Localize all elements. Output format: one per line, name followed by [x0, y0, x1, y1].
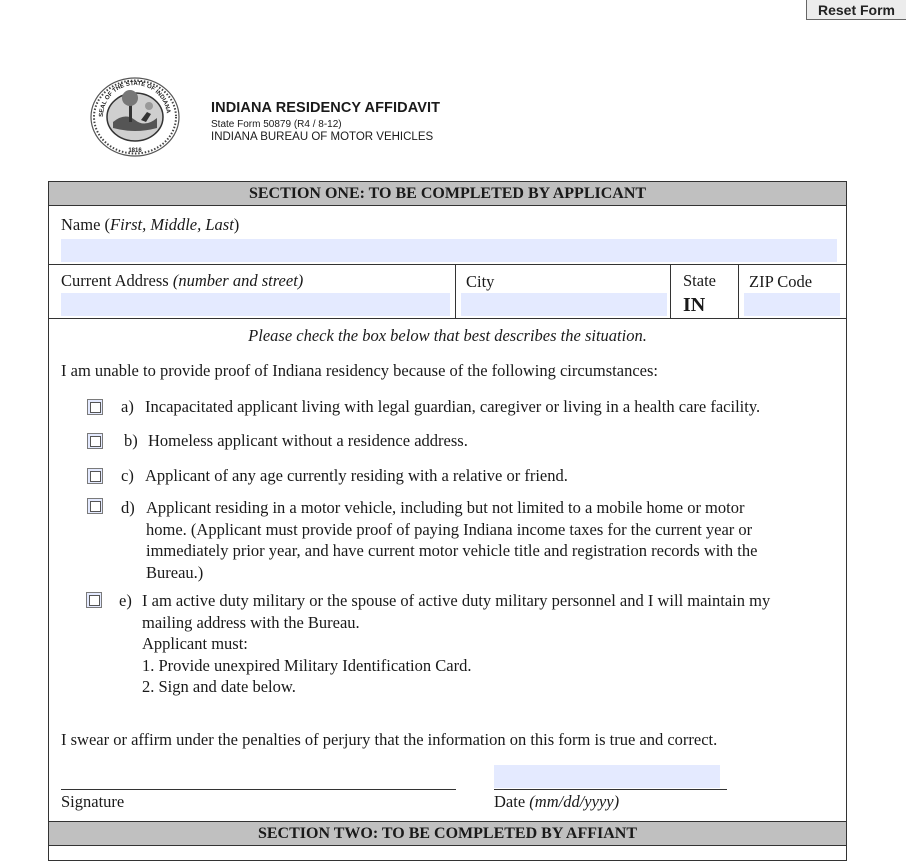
zip-field[interactable] — [744, 293, 840, 316]
date-field[interactable] — [494, 765, 720, 788]
seal-year: 1816 — [128, 148, 142, 154]
state-label: State — [683, 271, 716, 290]
option-b-checkbox[interactable] — [87, 433, 103, 449]
swear-statement: I swear or affirm under the penalties of perjury that the information on this form is true and correct. — [61, 730, 718, 749]
form-title: INDIANA RESIDENCY AFFIDAVIT — [211, 100, 441, 116]
option-e-checkbox[interactable] — [86, 592, 102, 608]
section-one-header: SECTION ONE: TO BE COMPLETED BY APPLICANT — [48, 181, 847, 206]
city-field[interactable] — [461, 293, 667, 316]
name-field[interactable] — [61, 239, 837, 262]
address-field[interactable] — [61, 293, 450, 316]
zip-label: ZIP Code — [749, 272, 813, 291]
name-label: Name (First, Middle, Last) — [61, 215, 240, 234]
seal-text: SEAL OF THE STATE OF INDIANA — [98, 80, 171, 118]
option-c-checkbox[interactable] — [87, 468, 103, 484]
form-number: State Form 50879 (R4 / 8-12) — [211, 119, 342, 130]
city-label: City — [466, 272, 495, 291]
signature-label: Signature — [61, 792, 125, 811]
bureau-name: INDIANA BUREAU OF MOTOR VEHICLES — [211, 131, 434, 143]
intro-text: I am unable to provide proof of Indiana residency because of the following circumstances: — [61, 361, 658, 380]
date-label: Date (mm/dd/yyyy) — [494, 792, 620, 811]
section-two-header: SECTION TWO: TO BE COMPLETED BY AFFIANT — [48, 821, 847, 846]
reset-form-button[interactable]: Reset Form — [806, 0, 906, 20]
address-label: Current Address (number and street) — [61, 271, 304, 290]
option-a-checkbox[interactable] — [87, 399, 103, 415]
check-instruction: Please check the box below that best describes the situation. — [248, 326, 647, 345]
state-seal-icon — [89, 76, 181, 158]
option-e-sub-2: 2. Sign and date below. — [142, 677, 296, 696]
option-d-checkbox[interactable] — [87, 498, 103, 514]
state-field[interactable]: IN — [683, 294, 706, 316]
option-e-sub-1: 1. Provide unexpired Military Identification Card. — [142, 655, 472, 675]
option-e-sub-0: Applicant must: — [142, 634, 248, 653]
